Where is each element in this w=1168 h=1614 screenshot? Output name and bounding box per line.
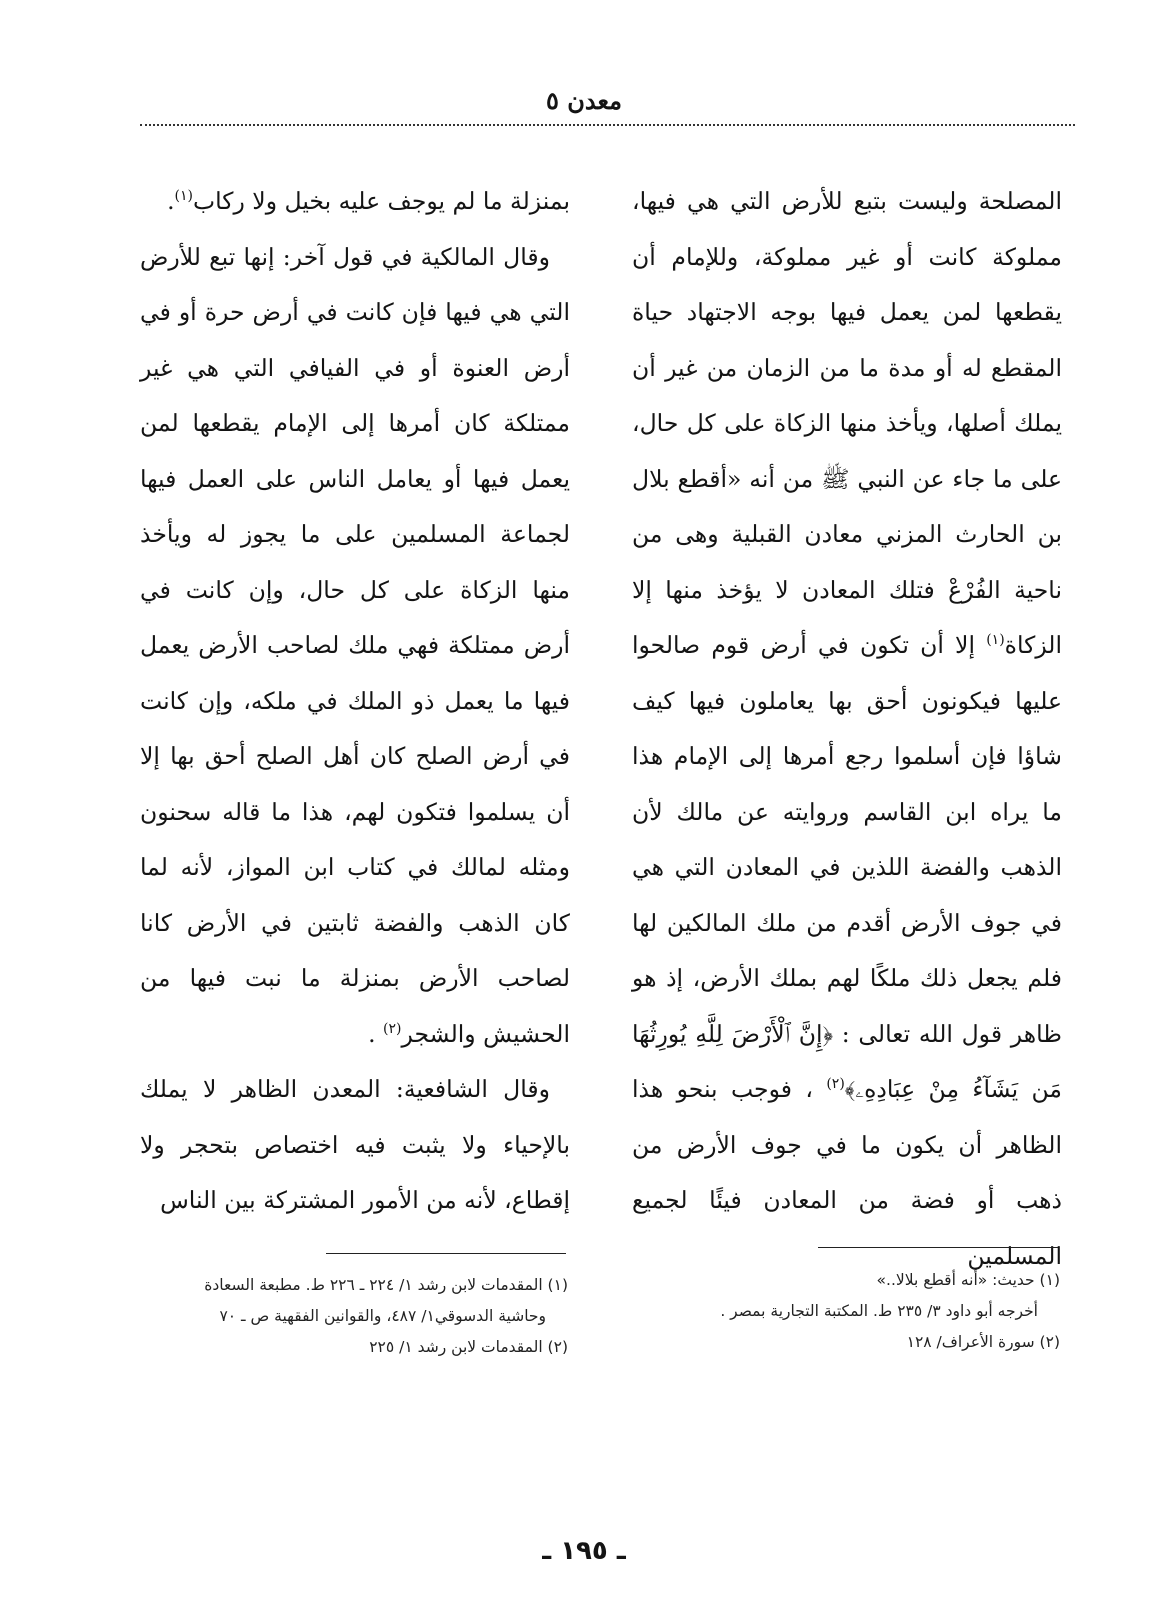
left-p1-end: . <box>167 187 175 215</box>
footnote-rule-left <box>326 1253 566 1254</box>
page-number: ـ ١٩٥ ـ <box>542 1536 626 1566</box>
left-paragraph-1 <box>140 174 570 230</box>
right-text-part-1: المصلحة وليست بتبع للأرض التي هي فيها، مملوكة كانت أو غير مملوكة، وللإمام أن يقطعها لمن يعمل فيها بوجه الاجتهاد حياة المقطع له أو مدة ما من الزمان من غير أن يملك أصلها، ويأخذ منها الزكاة على كل حال، على ما جاء عن النبي ﷺ من أنه «أقطع بلال بن الحارث المزني معادن القبلية وهى من ناحية الفُرْعْ فتلك المعادن لا يؤخذ منها إلا الزكاة <box>632 187 1062 659</box>
left-footnote-ref-1: (١) <box>174 188 194 205</box>
left-column <box>140 174 570 1229</box>
footnote-line: (٢) المقدمات لابن رشد ١/ ٢٢٥ <box>369 1338 568 1356</box>
running-head: معدن ٥ <box>546 86 622 115</box>
footnotes-right <box>632 1265 1060 1358</box>
left-p2-end: . <box>368 1019 384 1048</box>
quran-verse: ﴿إِنَّ ٱلْأَرْضَ لِلَّهِ يُورِثُهَا مَن يَشَآءُ مِنْ عِبَادِهِۦ﴾ <box>632 1019 1062 1103</box>
footnote-line: أخرجه أبو داود ٣/ ٢٣٥ ط. المكتبة التجارية بمصر . <box>720 1302 1038 1320</box>
right-column <box>632 174 1062 1284</box>
left-paragraph-2 <box>140 230 570 1063</box>
footnote-rule-right <box>818 1247 1058 1248</box>
right-text-part-2: إلا أن تكون في أرض قوم صالحوا عليها فيكونون أحق بها يعاملون فيها كيف شاؤا فإن أسلموا رجع أمرها إلى الإمام هذا ما يراه ابن القاسم وروايته عن مالك لأن الذهب والفضة اللذين في المعادن التي هي في جوف الأرض أقدم من ملك المالكين لها فلم يجعل ذلك ملكًا لهم بملك الأرض، إذ هو ظاهر قول الله تعالى : <box>632 631 1062 1048</box>
left-p2-text: وقال المالكية في قول آخر: إنها تبع للأرض التي هي فيها فإن كانت في أرض حرة أو في أرض العنوة أو في الفيافي التي هي غير ممتلكة كان أمرها إلى الإمام يقطعها لمن يعمل فيها أو يعامل الناس على العمل فيها لجماعة المسلمين على ما يجوز له ويأخذ منها الزكاة على كل حال، وإن كانت في أرض ممتلكة فهي ملك لصاحب الأرض يعمل فيها ما يعمل ذو الملك في ملكه، وإن كانت في أرض الصلح كان أهل الصلح أحق بها إلا أن يسلموا فتكون لهم، هذا ما قاله سحنون ومثله لمالك في كتاب ابن المواز، لأنه لما كان الذهب والفضة ثابتين في الأرض كانا لصاحب الأرض بمنزلة ما نبت فيها من الحشيش والشجر <box>140 242 570 1048</box>
left-paragraph-3: وقال الشافعية: المعدن الظاهر لا يملك بالإحياء ولا يثبت فيه اختصاص بتحجر ولا إقطاع، لأنه من الأمور المشتركة بين الناس <box>140 1075 570 1214</box>
footnote-ref-1: (١) <box>986 632 1005 649</box>
right-text-part-3: ، فوجب بنحو هذا الظاهر أن يكون ما في جوف الأرض من ذهب أو فضة من المعادن فيئًا لجميع المسلمين <box>632 1075 1062 1270</box>
header-dotted-rule <box>140 124 1075 126</box>
footnote-line: (١) المقدمات لابن رشد ١/ ٢٢٤ ـ ٢٢٦ ط. مطبعة السعادة <box>204 1276 568 1294</box>
right-column-paragraph <box>632 174 1062 1284</box>
footnote-line: (١) حديث: «أنه أقطع بلالا..» <box>876 1271 1060 1289</box>
footnote-line: وحاشية الدسوقي١/ ٤٨٧، والقوانين الفقهية ص ـ ٧٠ <box>219 1307 546 1325</box>
left-footnote-ref-2: (٢) <box>383 1020 402 1037</box>
footnote-line: (٢) سورة الأعراف/ ١٢٨ <box>906 1333 1060 1351</box>
footnotes-left <box>140 1270 568 1363</box>
left-p1-text: بمنزلة ما لم يوجف عليه بخيل ولا ركاب <box>193 187 570 215</box>
footnote-ref-2: (٢) <box>826 1076 845 1093</box>
